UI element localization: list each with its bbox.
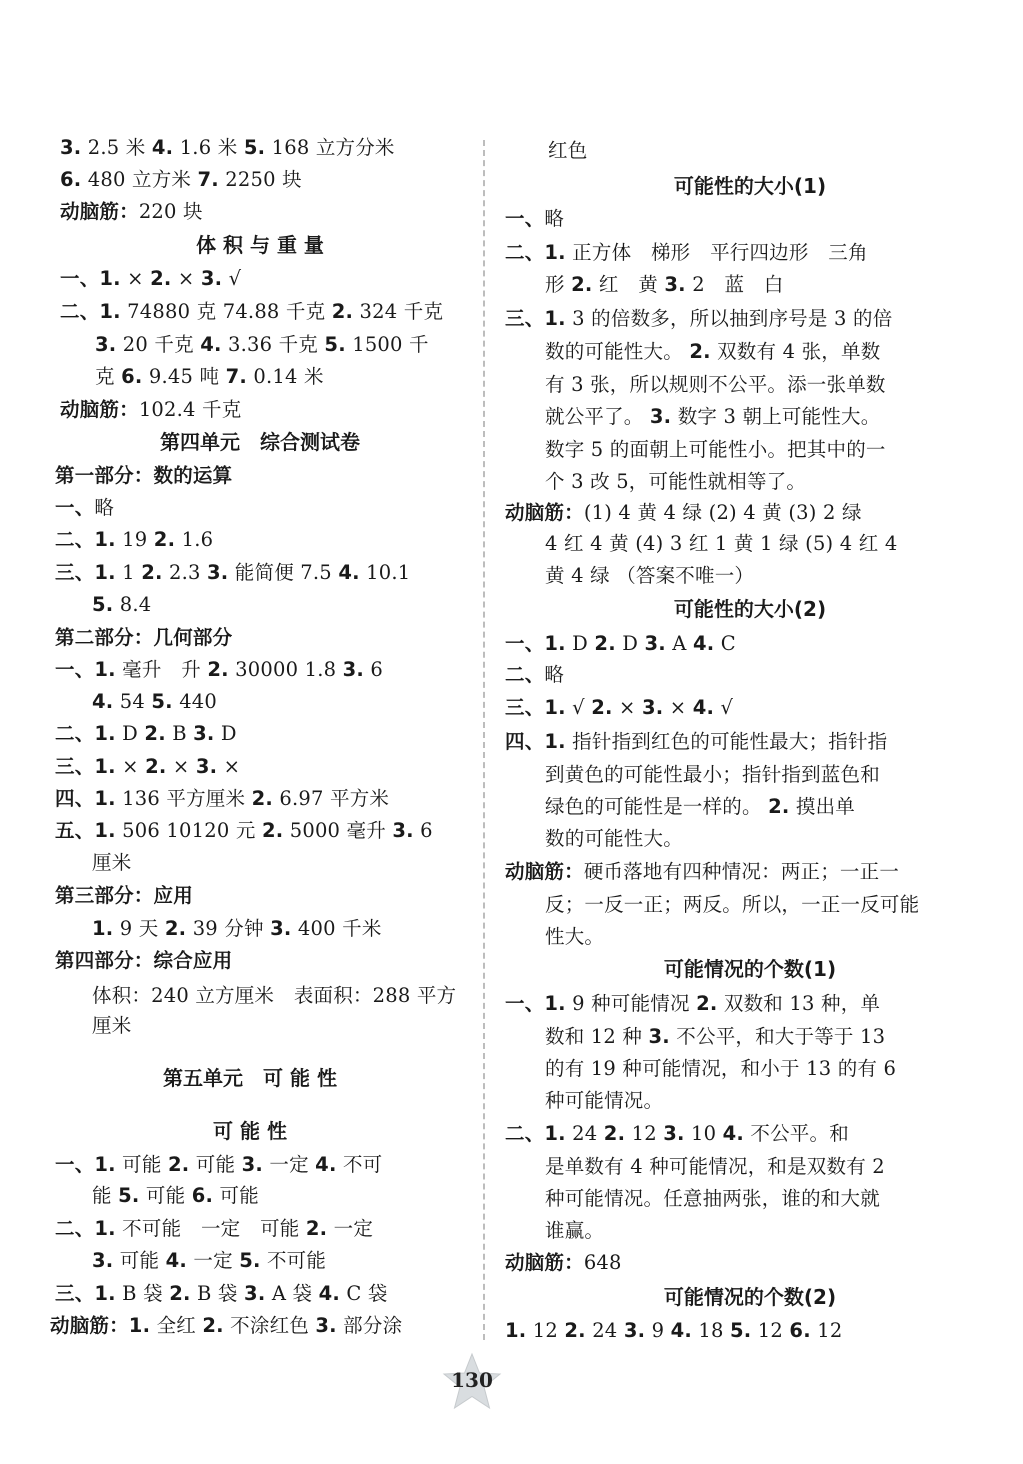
answer-text: 12 [751,1319,790,1342]
answer-text: 红 黄 [592,273,665,296]
answer-line [55,495,114,521]
item-label: 五、1. [55,819,116,842]
answer-text: 略 [94,496,115,519]
item-label: 1. [505,1319,527,1342]
answer-line [545,1056,896,1082]
answer-text: 不涂红色 [223,1314,316,1337]
answer-text: 可能 [139,1184,192,1207]
item-label: 四、1. [505,730,566,753]
item-label: 动脑筋： [60,398,139,421]
answer-text: 8.4 [113,593,152,616]
answer-line [505,306,892,332]
answer-text: (1) 4 黄 4 绿 (2) 4 黄 (3) 2 绿 [583,501,862,524]
answer-text: 136 平方厘米 [115,787,252,810]
answer-text: 数的可能性大。 [545,340,690,363]
item-label: 6. [789,1319,811,1342]
answer-line [545,563,754,589]
answer-text: 24 [585,1319,624,1342]
answer-text: 2.3 [162,561,207,584]
answer-text: 个 3 改 5，可能性就相等了。 [545,470,807,493]
answer-text: 可能 [113,1249,166,1272]
answer-text: 不公平，和大于等于 13 [669,1025,886,1048]
answer-line [55,560,410,586]
item-label: 三、1. [505,696,566,719]
answer-text: 30000 1.8 [228,658,343,681]
section-heading: 可能情况的个数(2) [663,1285,837,1309]
item-label: 二、1. [55,722,116,745]
item-label: 4. [315,1153,337,1176]
item-label: 4. [151,136,174,159]
answer-text: 厘米 [92,851,132,874]
answer-text: 一定 [327,1217,374,1240]
answer-line [505,991,880,1017]
answer-line [505,631,736,657]
item-label: 动脑筋： [60,200,139,223]
item-label: 3. [244,1282,266,1305]
answer-line [505,206,564,232]
answer-line [92,1248,326,1274]
item-label: 第四部分：综合应用 [55,949,233,972]
item-label: 3. [207,561,229,584]
answer-text: 能简便 7.5 [228,561,339,584]
answer-line [55,721,237,747]
item-label: 2. [603,1122,626,1145]
item-label: 1. [92,917,114,940]
answer-text: √ [714,696,734,719]
item-label: 3. [315,1314,337,1337]
answer-line [505,729,887,755]
answer-line [60,167,302,193]
item-label: 二、1. [55,1217,116,1240]
answer-line [545,826,683,852]
answer-text: 黄 4 绿 （答案不唯一） [545,564,755,587]
answer-text: 双数有 4 张，单数 [710,340,881,363]
item-label: 2. [564,1319,586,1342]
item-label: 3. [644,632,666,655]
section-heading: 体 积 与 重 量 [196,233,324,257]
item-label: 5. [730,1319,752,1342]
item-label: 7. [197,168,219,191]
answer-text: 性大。 [545,925,605,948]
item-label: 三、1. [55,1282,116,1305]
answer-text: 4 红 4 黄 (4) 3 红 1 黄 1 绿 (5) 4 红 4 [545,532,898,555]
item-label: 2. [145,755,167,778]
answer-text: 正方体 梯形 平行四边形 三角 [565,241,868,264]
item-label: 3. [92,1249,114,1272]
answer-line [92,983,456,1009]
answer-text: B 袋 [115,1282,170,1305]
item-label: 三、1. [505,307,566,330]
answer-text: 10 [684,1122,723,1145]
answer-text: A [665,632,693,655]
answer-text: 24 [565,1122,604,1145]
answer-text: 红色 [548,139,588,162]
answer-text: 谁赢。 [545,1219,605,1242]
answer-text: 种可能情况。任意抽两张，谁的和大就 [545,1187,880,1210]
item-label: 二、1. [60,300,121,323]
answer-text: 到黄色的可能性最小；指针指到蓝色和 [545,763,880,786]
answer-text: 绿色的可能性是一样的。 [545,795,769,818]
answer-line [505,500,862,526]
answer-text: 克 [95,365,122,388]
item-label: 一、1. [55,658,116,681]
answer-text: 全红 [150,1314,203,1337]
item-label: 动脑筋：1. [50,1314,151,1337]
section-heading: 可能性的大小(1) [673,174,827,198]
item-label: 4. [722,1122,744,1145]
answer-text: 400 千米 [291,917,382,940]
answer-text: 102.4 千克 [138,398,242,421]
answer-text: 74880 克 74.88 千克 [120,300,332,323]
item-label: 3. [193,722,215,745]
item-label: 4. [165,1249,187,1272]
answer-line [545,1024,885,1050]
answer-line [55,463,232,489]
item-label: 3. [95,333,117,356]
item-label: 2. [571,273,593,296]
answer-text: 能 [92,1184,119,1207]
answer-text: 数和 12 种 [545,1025,649,1048]
answer-text: 324 千克 [353,300,444,323]
answer-text: 12 [810,1319,843,1342]
answer-text: 1.6 [175,528,214,551]
answer-text: 不公平。和 [744,1122,849,1145]
item-label: 2. [202,1314,224,1337]
answer-line [55,754,240,780]
answer-text: 一定 [262,1153,316,1176]
answer-text: 略 [544,663,565,686]
answer-text: × [166,755,196,778]
answer-text: × [171,267,201,290]
answer-line [505,695,733,721]
answer-text: 可能 [213,1184,259,1207]
item-label: 5. [92,593,114,616]
answer-line [55,1216,373,1242]
answer-text: 54 [113,690,152,713]
item-label: 四、1. [55,787,116,810]
answer-line [545,1186,880,1212]
answer-text: 2.5 米 [81,136,152,159]
answer-line [545,1154,885,1180]
item-label: 2. [689,340,711,363]
answer-text: B 袋 [190,1282,245,1305]
answer-text: 不可 [336,1153,383,1176]
answer-line [505,240,868,266]
item-label: 2. [696,992,718,1015]
item-label: 一、1. [505,992,566,1015]
answer-text: 18 [692,1319,731,1342]
answer-line [545,272,784,298]
item-label: 2. [251,787,273,810]
answer-line [55,657,383,683]
answer-line [92,850,131,876]
answer-text: 1 [115,561,142,584]
item-label: 三、1. [55,755,116,778]
item-label: 2. [153,528,176,551]
item-label: 三、1. [55,561,116,584]
item-label: 一、1. [55,1153,116,1176]
item-label: 5. [243,136,266,159]
page-number: 130 [451,1368,493,1392]
item-label: 第三部分：应用 [55,884,193,907]
answer-line [545,762,880,788]
answer-line [545,404,880,430]
answer-text: 厘米 [92,1014,132,1037]
answer-line [545,469,806,495]
answer-text: 指针指到红色的可能性最大；指针指 [565,730,888,753]
section-heading: 第五单元 可 能 性 [163,1066,337,1090]
answer-text: × [115,755,146,778]
answer-line [545,794,855,820]
item-label: 2. [591,696,613,719]
item-label: 动脑筋： [505,860,584,883]
item-label: 2. [594,632,616,655]
answer-text: 硬币落地有四种情况：两正；一正一 [583,860,900,883]
answer-text: 506 10120 元 [115,819,262,842]
item-label: 第二部分：几何部分 [55,626,233,649]
item-label: 3. [648,1025,670,1048]
answer-text: 6.97 平方米 [273,787,390,810]
answer-text: 0.14 米 [247,365,324,388]
answer-text: 就公平了。 [545,405,650,428]
item-label: 4. [200,333,222,356]
item-label: 2. [164,917,187,940]
item-label: 6. [121,365,143,388]
answer-line [55,818,433,844]
item-label: 动脑筋： [505,1251,584,1274]
answer-text: 1500 千 [345,333,429,356]
answer-text: 2 蓝 白 [685,273,784,296]
answer-line [60,266,241,292]
answer-text: × [120,267,151,290]
answer-text: 220 块 [138,200,203,223]
answer-line [545,924,604,950]
item-label: 4. [318,1282,341,1305]
answer-text: 部分涂 [336,1314,403,1337]
answer-text: D [214,722,237,745]
answer-line [545,1218,604,1244]
answer-text: 3 的倍数多，所以抽到序号是 3 的倍 [565,307,893,330]
answer-text: × [217,755,241,778]
answer-line [505,859,899,885]
answer-text: 12 [526,1319,565,1342]
item-label: 4. [338,561,360,584]
answer-text: C [714,632,736,655]
item-label: 3. [270,917,292,940]
item-label: 7. [225,365,248,388]
answer-line [55,1152,382,1178]
answer-text: C 袋 [340,1282,388,1305]
item-label: 6. [60,168,82,191]
answer-text: √ [565,696,592,719]
column-divider [483,140,485,1340]
item-label: 2. [141,561,163,584]
section-heading: 可 能 性 [213,1119,287,1143]
item-label: 动脑筋： [505,501,584,524]
answer-text: 种可能情况。 [545,1089,664,1112]
item-label: 2. [331,300,354,323]
answer-line [50,1313,402,1339]
answer-line [92,1183,259,1209]
answer-text: 648 [583,1251,622,1274]
answer-text: 9 天 [113,917,165,940]
answer-text: D [615,632,645,655]
item-label: 5. [239,1249,261,1272]
answer-text: 不可能 [260,1249,327,1272]
answer-text: 480 立方米 [81,168,198,191]
item-label: 2. [207,658,229,681]
answer-text: 10.1 [359,561,411,584]
item-label: 2. [150,267,172,290]
answer-line [545,531,897,557]
item-label: 4. [92,690,114,713]
answer-line [60,299,443,325]
item-label: 一、1. [60,267,121,290]
answer-text: 可能 [115,1153,168,1176]
item-label: 2. [167,1153,190,1176]
answer-text: 一定 [186,1249,240,1272]
item-label: 3. [649,405,672,428]
item-label: 3. [664,273,686,296]
item-label: 3. [641,696,664,719]
answer-text: D [565,632,595,655]
item-label: 5. [151,690,173,713]
answer-text: × [612,696,642,719]
item-label: 二、 [505,663,545,686]
section-heading: 第四单元 综合测试卷 [160,430,360,454]
item-label: 3. [60,136,82,159]
item-label: 2. [261,819,284,842]
answer-text: 摸出单 [789,795,855,818]
answer-text: 体积：240 立方厘米 表面积：288 平方 [92,984,457,1007]
answer-text: 6 [413,819,433,842]
answer-line [545,1088,663,1114]
item-label: 二、1. [505,241,566,264]
answer-text: 168 立方分米 [265,136,395,159]
answer-line [92,689,217,715]
answer-line [95,332,429,358]
answer-text: 有 3 张，所以规则不公平。添一张单数 [545,373,886,396]
answer-text: 不可能 一定 可能 [115,1217,306,1240]
item-label: 3. [195,755,218,778]
answer-line [545,339,880,365]
answer-line [55,1281,388,1307]
answer-text: 1.6 米 [173,136,244,159]
answer-line [545,437,886,463]
answer-line [505,1318,842,1344]
answer-line [95,364,324,390]
item-label: 一、1. [505,632,566,655]
answer-line [60,135,395,161]
answer-line [545,892,919,918]
answer-line [55,527,213,553]
answer-text: 可能 [189,1153,242,1176]
item-label: 6. [191,1184,214,1207]
item-label: 4. [692,696,715,719]
answer-text: 数字 5 的面朝上可能性小。把其中的一 [545,438,886,461]
item-label: 3. [200,267,223,290]
item-label: 3. [663,1122,685,1145]
answer-text: 的有 19 种可能情况，和小于 13 的有 6 [545,1057,897,1080]
item-label: 3. [342,658,365,681]
answer-text: 形 [545,273,572,296]
answer-text: 数字 3 朝上可能性大。 [671,405,881,428]
answer-text: 39 分钟 [186,917,271,940]
answer-text: 略 [544,207,565,230]
answer-line [92,592,151,618]
answer-text: B [165,722,194,745]
answer-text: 12 [625,1122,664,1145]
answer-line [548,138,587,164]
item-label: 5. [118,1184,140,1207]
answer-text: 毫升 升 [115,658,208,681]
answer-line [505,662,564,688]
page-number-badge [440,1352,504,1412]
answer-line [545,372,886,398]
item-label: 2. [169,1282,191,1305]
answer-text: 是单数有 4 种可能情况，和是双数有 2 [545,1155,885,1178]
item-label: 3. [392,819,414,842]
answer-line [55,786,389,812]
section-heading: 可能情况的个数(1) [663,957,837,981]
item-label: 二、1. [505,1122,566,1145]
item-label: 2. [144,722,166,745]
answer-line [92,1013,131,1039]
answer-text: 5000 毫升 [283,819,393,842]
answer-line [60,397,241,423]
answer-text: 440 [172,690,218,713]
answer-text: 3.36 千克 [221,333,325,356]
item-label: 一、 [55,496,95,519]
item-label: 3. [623,1319,646,1342]
answer-line [60,199,203,225]
item-label: 2. [768,795,790,818]
answer-text: × [663,696,693,719]
item-label: 一、 [505,207,545,230]
item-label: 2. [305,1217,328,1240]
answer-text: 20 千克 [116,333,201,356]
answer-text: 反；一反一正；两反。所以，一正一反可能 [545,893,920,916]
answer-text: D [115,722,145,745]
answer-text: 2250 块 [218,168,302,191]
answer-text: 双数和 13 种，单 [717,992,881,1015]
item-label: 4. [670,1319,692,1342]
answer-text: 19 [115,528,154,551]
answer-text: 9.45 吨 [142,365,226,388]
item-label: 第一部分：数的运算 [55,464,233,487]
answer-line [55,883,193,909]
item-label: 4. [692,632,715,655]
answer-line [92,916,382,942]
item-label: 二、1. [55,528,116,551]
answer-text: A 袋 [265,1282,319,1305]
section-heading: 可能性的大小(2) [673,597,827,621]
answer-line [505,1121,849,1147]
answer-text: 数的可能性大。 [545,827,683,850]
item-label: 3. [241,1153,263,1176]
answer-line [505,1250,622,1276]
item-label: 5. [324,333,346,356]
answer-text: 9 种可能情况 [565,992,697,1015]
answer-text: √ [222,267,242,290]
answer-line [55,948,232,974]
answer-line [55,625,232,651]
answer-text: 6 [364,658,384,681]
answer-text: 9 [645,1319,671,1342]
